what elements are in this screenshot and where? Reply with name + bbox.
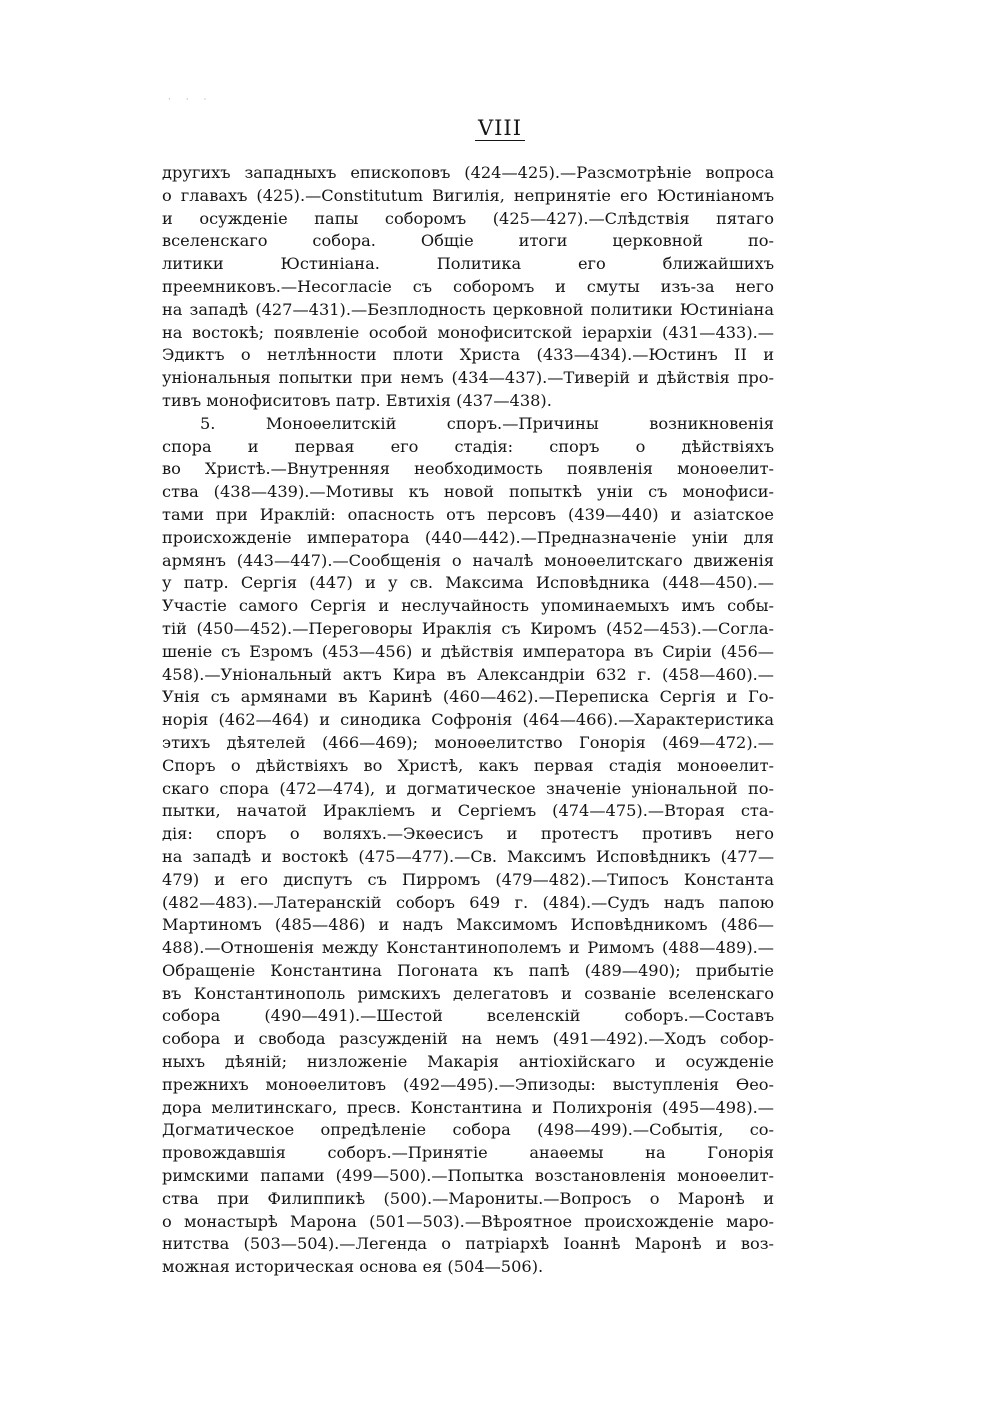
text-line: армянъ (443—447).—Сообщенія о началѣ моноѳелитскаго движенія <box>162 550 774 570</box>
text-line: собора (490—491).—Шестой вселенскій соборъ.—Составъ <box>162 1006 774 1026</box>
text-line: Споръ о дѣйствіяхъ во Христѣ, какъ первая стадія моноѳелит- <box>162 755 774 775</box>
text-line: провождавшія соборъ.—Принятіе анаѳемы на Гонорія <box>162 1143 774 1163</box>
text-line: во Христѣ.—Внутренняя необходимость появленія моноѳелит- <box>162 459 774 479</box>
text-line: у патр. Сергія (447) и у св. Максима Исповѣдника (448—450).— <box>162 573 774 593</box>
text-line: происхожденіе императора (440—442).—Предназначеніе уніи для <box>162 527 774 547</box>
text-line: на западѣ и востокѣ (475—477).—Св. Максимъ Исповѣдникъ (477— <box>162 846 774 866</box>
text-line: на востокѣ; появленіе особой монофиситской іерархіи (431—433).— <box>162 322 774 342</box>
text-line: дора мелитинскаго, пресв. Константина и Полихронія (495—498).— <box>162 1097 774 1117</box>
text-line: преемниковъ.—Несогласіе съ соборомъ и смуты изъ-за него <box>162 276 774 296</box>
text-line: собора и свобода разсужденій на немъ (491—492).—Ходъ собор- <box>162 1029 774 1049</box>
text-line: Унія съ армянами въ Каринѣ (460—462).—Переписка Сергія и Го- <box>162 687 774 707</box>
text-line: ныхъ дѣяній; низложеніе Макарія антіохійскаго и осужденіе <box>162 1052 774 1072</box>
text-line: ства при Филиппикѣ (500).—Марониты.—Вопросъ о Маронѣ и <box>162 1188 774 1208</box>
text-line: пытки, начатой Иракліемъ и Сергіемъ (474—475).—Вторая ста- <box>162 801 774 821</box>
text-line: можная историческая основа ея (504—506). <box>162 1257 544 1277</box>
text-line: спора и первая его стадія: споръ о дѣйствіяхъ <box>162 436 774 456</box>
page-number: VIII <box>0 116 1000 140</box>
text-line: 488).—Отношенія между Константинополемъ и Римомъ (488—489).— <box>162 938 774 958</box>
text-line: Догматическое опредѣленіе собора (498—499).—Событія, со- <box>162 1120 774 1140</box>
text-line: (482—483).—Латеранскій соборъ 649 г. (484).—Судъ надъ папою <box>162 892 774 912</box>
text-line: Мартиномъ (485—486) и надъ Максимомъ Исповѣдникомъ (486— <box>162 915 774 935</box>
text-line: тій (450—452).—Переговоры Ираклія съ Киромъ (452—453).—Согла- <box>162 618 774 638</box>
text-line: другихъ западныхъ епископовъ (424—425).—Разсмотрѣніе вопроса <box>162 163 774 182</box>
text-line: вселенскаго собора. Общіе итоги церковной по- <box>162 231 774 251</box>
text-line: прежнихъ моноѳелитовъ (492—495).—Эпизоды: выступленія Ѳео- <box>162 1074 774 1094</box>
text-line: дія: споръ о воляхъ.—Экѳесисъ и протестъ противъ него <box>162 824 774 844</box>
text-line: нитства (503—504).—Легенда о патріархѣ Іоаннѣ Маронѣ и воз- <box>162 1234 774 1254</box>
text-line: уніональныя попытки при немъ (434—437).—Тиверій и дѣйствія про- <box>162 368 774 388</box>
text-line: 458).—Уніональный актъ Кира въ Александріи 632 г. (458—460).— <box>162 664 774 684</box>
text-line: этихъ дѣятелей (466—469); моноѳелитство Гонорія (469—472).— <box>162 732 774 752</box>
text-line: 479) и его диспутъ съ Пирромъ (479—482).—Типосъ Константа <box>162 869 774 889</box>
text-line: на западѣ (427—431).—Безплодность церковной политики Юстиніана <box>162 299 774 319</box>
text-line: тивъ монофиситовъ патр. Евтихія (437—438). <box>162 390 552 410</box>
scan-specks: · · · <box>168 95 213 105</box>
text-line: римскими папами (499—500).—Попытка возстановленія моноѳелит- <box>162 1166 774 1186</box>
text-line: Эдиктъ о нетлѣнности плоти Христа (433—434).—Юстинъ II и <box>162 345 774 365</box>
text-line: шеніе съ Езромъ (453—456) и дѣйствія императора въ Сиріи (456— <box>162 641 774 661</box>
text-line: скаго спора (472—474), и догматическое значеніе уніональной по- <box>162 778 774 798</box>
text-line: о главахъ (425).—Constitutum Вигилія, непринятіе его Юстиніаномъ <box>162 185 774 205</box>
text-line: и осужденіе папы соборомъ (425—427).—Слѣдствія пятаго <box>162 208 774 228</box>
text-line: въ Константинополь римскихъ делегатовъ и созваніе вселенскаго <box>162 983 774 1003</box>
section-heading-line: 5. Моноѳелитскій споръ.—Причины возникновенія <box>200 413 774 433</box>
text-line: норія (462—464) и синодика Софронія (464—466).—Характеристика <box>162 710 774 730</box>
text-line: ства (438—439).—Мотивы къ новой попыткѣ уніи съ монофиси- <box>162 482 774 502</box>
text-line: литики Юстиніана. Политика его ближайшихъ <box>162 254 774 274</box>
text-line: о монастырѣ Марона (501—503).—Вѣроятное происхожденіе маро- <box>162 1211 774 1231</box>
text-line: тами при Ираклій: опасность отъ персовъ (439—440) и азіатское <box>162 504 774 524</box>
table-of-contents-text <box>162 162 774 1279</box>
text-line: Обращеніе Константина Погоната къ папѣ (489—490); прибытіе <box>162 960 774 980</box>
text-line: Участіе самого Сергія и неслучайность упоминаемыхъ имъ собы- <box>162 596 774 616</box>
